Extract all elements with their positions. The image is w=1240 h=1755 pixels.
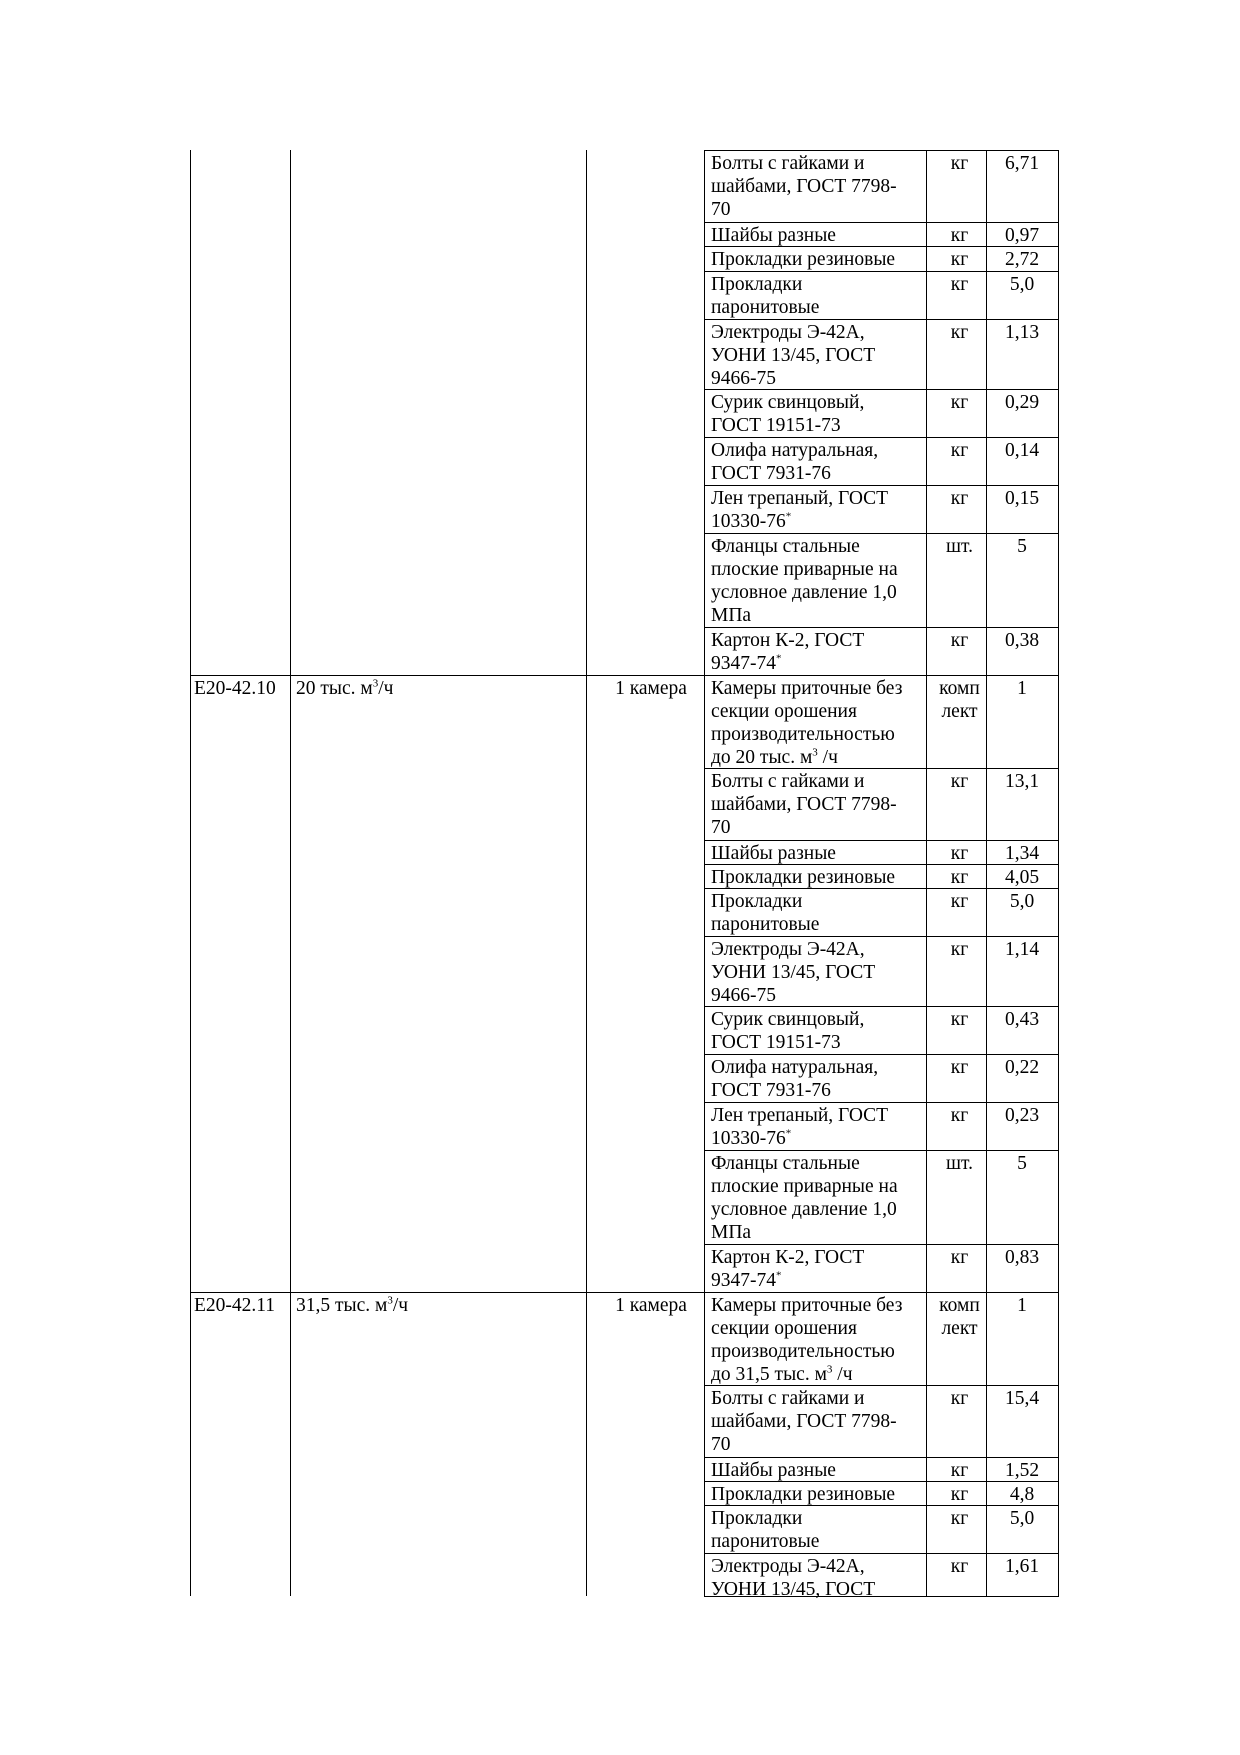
material-name xyxy=(711,1483,927,1506)
material-qty-text: 0,83 xyxy=(1004,1247,1040,1268)
material-qty-text: 15,4 xyxy=(1004,1388,1040,1409)
material-name-text: Фланцы стальные плоские приварные на условное давление 1,0 МПа xyxy=(711,1153,898,1243)
material-unit-text: кг xyxy=(950,225,969,246)
material-name-superscript: * xyxy=(776,1269,782,1282)
measure-unit-text: 1 камера xyxy=(615,1295,687,1316)
material-qty-text: 13,1 xyxy=(1004,771,1040,792)
material-unit-text: кг xyxy=(950,1460,969,1481)
capacity-param-text: 20 тыс. м xyxy=(296,678,373,699)
capacity-param-suffix: /ч xyxy=(392,1295,409,1316)
material-qty-text: 0,38 xyxy=(1004,630,1040,651)
material-qty xyxy=(990,224,1054,247)
material-name xyxy=(711,1104,927,1150)
material-qty xyxy=(990,938,1054,961)
material-name-text: Прокладки паронитовые xyxy=(711,891,820,935)
material-qty-text: 4,05 xyxy=(1004,867,1040,888)
material-unit-text: кг xyxy=(950,939,969,960)
material-unit-text: кг xyxy=(950,771,969,792)
material-name xyxy=(711,535,927,627)
material-unit xyxy=(931,1555,988,1578)
material-unit-text: кг xyxy=(950,1556,969,1577)
norm-code-text: Е20-42.10 xyxy=(194,678,276,699)
measure-unit xyxy=(594,677,708,700)
material-unit-text: кг xyxy=(950,153,969,174)
material-name-text: Прокладки резиновые xyxy=(711,249,896,270)
material-name-text: Болты с гайками и шайбами, ГОСТ 7798- 70 xyxy=(711,771,897,838)
material-name xyxy=(711,842,927,865)
material-qty xyxy=(990,1056,1054,1079)
material-name-text: Камеры приточные без секции орошения производительностью до 20 тыс. м xyxy=(711,678,903,768)
material-qty xyxy=(990,321,1054,344)
material-name xyxy=(711,487,927,533)
row-rule xyxy=(704,1150,1059,1151)
row-rule xyxy=(704,437,1059,438)
row-rule xyxy=(704,936,1059,937)
row-rule xyxy=(704,1244,1059,1245)
material-unit xyxy=(931,152,988,175)
material-unit xyxy=(931,321,988,344)
material-unit xyxy=(931,487,988,510)
material-unit xyxy=(931,535,988,558)
material-unit-text: комп лект xyxy=(939,678,980,722)
capacity-param-text: 31,5 тыс. м xyxy=(296,1295,388,1316)
material-qty xyxy=(990,1483,1054,1506)
material-unit-text: кг xyxy=(950,392,969,413)
column-rule xyxy=(1058,150,1059,1596)
material-name-text: Шайбы разные xyxy=(711,1460,836,1481)
material-name-text: Олифа натуральная, ГОСТ 7931-76 xyxy=(711,440,879,484)
material-unit-text: кг xyxy=(950,1247,969,1268)
material-unit xyxy=(931,1246,988,1269)
material-unit xyxy=(931,770,988,793)
material-unit-text: кг xyxy=(950,249,969,270)
material-name xyxy=(711,1294,927,1386)
material-name-text: Картон К-2, ГОСТ 9347-74 xyxy=(711,630,865,674)
material-qty-text: 0,23 xyxy=(1004,1105,1040,1126)
material-unit-text: кг xyxy=(950,274,969,295)
material-unit xyxy=(931,1008,988,1031)
material-qty-text: 5,0 xyxy=(1009,1508,1035,1529)
material-qty xyxy=(990,866,1054,889)
material-qty xyxy=(990,770,1054,793)
material-unit xyxy=(931,1056,988,1079)
material-name xyxy=(711,677,927,769)
material-name-text: Болты с гайками и шайбами, ГОСТ 7798- 70 xyxy=(711,153,897,220)
material-unit xyxy=(931,1152,988,1175)
material-qty xyxy=(990,248,1054,271)
material-unit-text: шт. xyxy=(946,536,973,557)
row-rule xyxy=(704,1457,1059,1458)
material-unit-text: кг xyxy=(950,891,969,912)
material-qty-text: 0,15 xyxy=(1004,488,1040,509)
material-name-text: Шайбы разные xyxy=(711,225,836,246)
material-name-superscript: * xyxy=(776,652,782,665)
material-name-text: Электроды Э-42А, УОНИ 13/45, ГОСТ 9466-75 xyxy=(711,322,876,389)
material-unit xyxy=(931,1294,988,1340)
material-qty-text: 5,0 xyxy=(1009,274,1035,295)
material-qty-text: 0,14 xyxy=(1004,440,1040,461)
material-unit xyxy=(931,890,988,913)
material-unit-text: кг xyxy=(950,488,969,509)
column-rule xyxy=(704,150,705,1596)
row-rule xyxy=(704,1054,1059,1055)
capacity-param-suffix: /ч xyxy=(378,678,394,699)
column-rule xyxy=(290,150,291,1596)
material-name xyxy=(711,770,927,839)
material-name xyxy=(711,1507,927,1553)
material-name xyxy=(711,152,927,221)
material-name-suffix: /ч xyxy=(817,747,838,768)
material-qty xyxy=(990,629,1054,652)
material-name xyxy=(711,391,927,437)
norm-code-text: Е20-42.11 xyxy=(194,1295,276,1316)
material-name xyxy=(711,866,927,889)
material-qty xyxy=(990,1008,1054,1031)
material-name xyxy=(711,629,927,675)
column-rule xyxy=(190,150,191,1596)
material-qty xyxy=(990,1294,1054,1317)
material-name xyxy=(711,1008,927,1054)
capacity-param-superscript: 3 xyxy=(387,1294,393,1307)
material-qty-text: 0,97 xyxy=(1004,225,1040,246)
material-name-superscript: * xyxy=(785,510,792,523)
material-unit-text: кг xyxy=(950,440,969,461)
measure-unit-text: 1 камера xyxy=(615,678,687,699)
row-rule xyxy=(704,627,1059,628)
row-rule xyxy=(190,1292,1059,1293)
row-rule xyxy=(704,840,1059,841)
material-unit-text: кг xyxy=(950,1388,969,1409)
material-qty-text: 1,61 xyxy=(1004,1556,1040,1577)
row-rule xyxy=(704,1553,1059,1554)
capacity-param xyxy=(296,677,393,700)
material-name-text: Болты с гайками и шайбами, ГОСТ 7798- 70 xyxy=(711,1388,897,1455)
material-name xyxy=(711,890,927,936)
column-rule xyxy=(586,150,587,1596)
material-qty-text: 0,22 xyxy=(1004,1057,1040,1078)
material-name-text: Лен трепаный, ГОСТ 10330-76 xyxy=(711,488,889,532)
material-name xyxy=(711,1459,927,1482)
material-name-text: Электроды Э-42А, УОНИ 13/45, ГОСТ xyxy=(711,1556,876,1600)
material-unit-text: кг xyxy=(950,1105,969,1126)
norm-code xyxy=(194,1294,275,1317)
material-name-superscript: * xyxy=(785,1127,792,1140)
material-qty-text: 5,0 xyxy=(1009,891,1035,912)
material-name-text: Картон К-2, ГОСТ 9347-74 xyxy=(711,1247,865,1291)
material-name xyxy=(711,1056,927,1102)
material-unit-text: кг xyxy=(950,843,969,864)
material-qty xyxy=(990,842,1054,865)
material-qty-text: 2,72 xyxy=(1004,249,1040,270)
material-name-text: Электроды Э-42А, УОНИ 13/45, ГОСТ 9466-75 xyxy=(711,939,876,1006)
material-name xyxy=(711,1246,927,1292)
material-unit-text: кг xyxy=(950,1484,969,1505)
material-name-text: Олифа натуральная, ГОСТ 7931-76 xyxy=(711,1057,879,1101)
material-name-text: Прокладки резиновые xyxy=(711,1484,896,1505)
material-qty xyxy=(990,152,1054,175)
material-qty xyxy=(990,391,1054,414)
material-qty xyxy=(990,1246,1054,1269)
capacity-param-superscript: 3 xyxy=(372,677,379,690)
material-unit-text: кг xyxy=(950,1009,969,1030)
material-qty-text: 1,52 xyxy=(1004,1460,1040,1481)
material-qty xyxy=(990,1104,1054,1127)
row-rule xyxy=(704,485,1059,486)
material-unit xyxy=(931,273,988,296)
row-rule xyxy=(704,1102,1059,1103)
row-rule xyxy=(704,319,1059,320)
row-rule xyxy=(704,222,1059,223)
material-name xyxy=(711,1555,927,1601)
material-qty xyxy=(990,535,1054,558)
material-name-text: Прокладки паронитовые xyxy=(711,1508,820,1552)
material-qty xyxy=(990,1387,1054,1410)
material-unit xyxy=(931,439,988,462)
material-unit xyxy=(931,1507,988,1530)
material-qty xyxy=(990,439,1054,462)
row-rule xyxy=(704,271,1059,272)
material-qty-text: 1,13 xyxy=(1004,322,1040,343)
material-name-text: Прокладки резиновые xyxy=(711,867,896,888)
norm-code xyxy=(194,677,276,700)
capacity-param xyxy=(296,1294,408,1317)
material-unit-text: кг xyxy=(950,867,969,888)
row-rule xyxy=(190,675,1059,676)
material-unit xyxy=(931,842,988,865)
material-name xyxy=(711,439,927,485)
material-name xyxy=(711,1152,927,1244)
material-name-text: Лен трепаный, ГОСТ 10330-76 xyxy=(711,1105,889,1149)
material-name-text: Сурик свинцовый, ГОСТ 19151-73 xyxy=(711,1009,865,1053)
material-unit-text: кг xyxy=(950,1057,969,1078)
material-qty xyxy=(990,273,1054,296)
material-qty-text: 0,29 xyxy=(1004,392,1040,413)
material-qty-text: 1,14 xyxy=(1004,939,1040,960)
material-name xyxy=(711,321,927,390)
material-name xyxy=(711,273,927,319)
material-unit-text: кг xyxy=(950,322,969,343)
material-unit xyxy=(931,1104,988,1127)
material-qty-text: 1 xyxy=(1017,678,1027,699)
material-unit-text: кг xyxy=(950,630,969,651)
material-qty-text: 5 xyxy=(1017,1153,1027,1174)
material-unit xyxy=(931,677,988,723)
material-name-text: Фланцы стальные плоские приварные на условное давление 1,0 МПа xyxy=(711,536,898,626)
material-unit xyxy=(931,391,988,414)
material-name-text: Камеры приточные без секции орошения производительностью до 31,5 тыс. м xyxy=(711,1295,903,1385)
material-qty-text: 5 xyxy=(1017,536,1027,557)
material-qty xyxy=(990,1507,1054,1530)
material-qty-text: 1 xyxy=(1017,1295,1027,1316)
material-qty xyxy=(990,1152,1054,1175)
material-name-text: Сурик свинцовый, ГОСТ 19151-73 xyxy=(711,392,865,436)
material-qty xyxy=(990,1459,1054,1482)
material-unit xyxy=(931,629,988,652)
material-unit xyxy=(931,866,988,889)
material-unit-text: шт. xyxy=(946,1153,973,1174)
material-name-suffix: /ч xyxy=(832,1364,853,1385)
material-name-text: Прокладки паронитовые xyxy=(711,274,820,318)
material-unit xyxy=(931,938,988,961)
material-name xyxy=(711,248,927,271)
material-unit xyxy=(931,248,988,271)
material-qty-text: 6,71 xyxy=(1004,153,1040,174)
material-name-text: Шайбы разные xyxy=(711,843,836,864)
material-unit-text: кг xyxy=(950,1508,969,1529)
material-qty xyxy=(990,1555,1054,1578)
material-qty xyxy=(990,677,1054,700)
material-name xyxy=(711,1387,927,1456)
material-unit-text: комп лект xyxy=(939,1295,980,1339)
material-name xyxy=(711,938,927,1007)
material-unit xyxy=(931,1459,988,1482)
material-name xyxy=(711,224,927,247)
material-qty xyxy=(990,487,1054,510)
row-rule xyxy=(704,150,1059,151)
material-qty-text: 0,43 xyxy=(1004,1009,1040,1030)
measure-unit xyxy=(594,1294,708,1317)
row-rule xyxy=(704,533,1059,534)
material-unit xyxy=(931,1387,988,1410)
material-unit xyxy=(931,1483,988,1506)
material-qty-text: 4,8 xyxy=(1009,1484,1035,1505)
material-name-superscript: 3 xyxy=(812,746,818,759)
material-unit xyxy=(931,224,988,247)
material-qty xyxy=(990,890,1054,913)
material-qty-text: 1,34 xyxy=(1004,843,1040,864)
material-name-superscript: 3 xyxy=(826,1363,833,1376)
